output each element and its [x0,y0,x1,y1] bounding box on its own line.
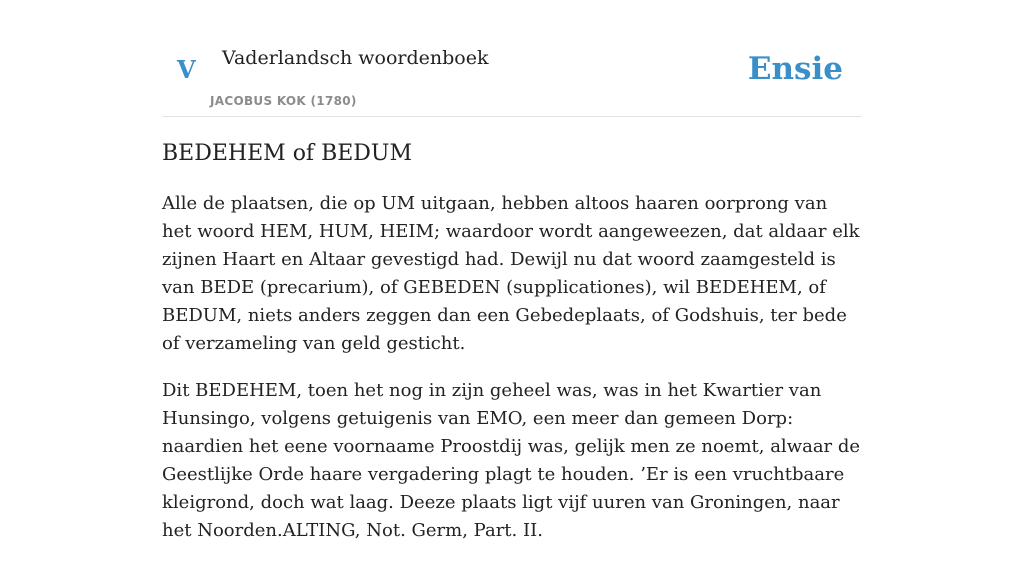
volume-letter: V [177,55,196,84]
entry-content [162,138,862,564]
entry-paragraph-1: Alle de plaatsen, die op UM uitgaan, hebben altoos haaren oorprong van het woord HEM, HUM, HEIM; waardoor wordt aangeweezen, dat aldaar elk zijnen Haart en Altaar gevestigd had. Dewijl nu dat woord zaamgesteld is van BEDE (precarium), of GEBEDEN (supplicationes), wil BEDEHEM, of BEDUM, niets anders zeggen dan een Gebedeplaats, of Godshuis, ter bede of verzameling van geld gesticht. [162,193,860,354]
entry-title: BEDEHEM of BEDUM [162,141,413,166]
book-header [162,0,862,117]
brand-logo[interactable]: Ensie [747,51,843,87]
entry-paragraph-2: Dit BEDEHEM, toen het nog in zijn geheel was, was in het Kwartier van Hunsingo, volgens getuigenis van EMO, een meer dan gemeen Dorp: naardien het eene voornaame Proostdij was, gelijk men ze noemt, alwaar de Geestlijke Orde haare vergadering plagt te houden. ’Er is een vruchtbaare kleigrond, doch wat laag. Deeze plaats ligt vijf uuren van Groningen, naar het Noorden.ALTING, Not. Germ, Part. II. [162,380,861,541]
book-title-link[interactable]: Vaderlandsch woordenboek [222,47,489,69]
book-author: JACOBUS KOK (1780) [210,94,357,108]
